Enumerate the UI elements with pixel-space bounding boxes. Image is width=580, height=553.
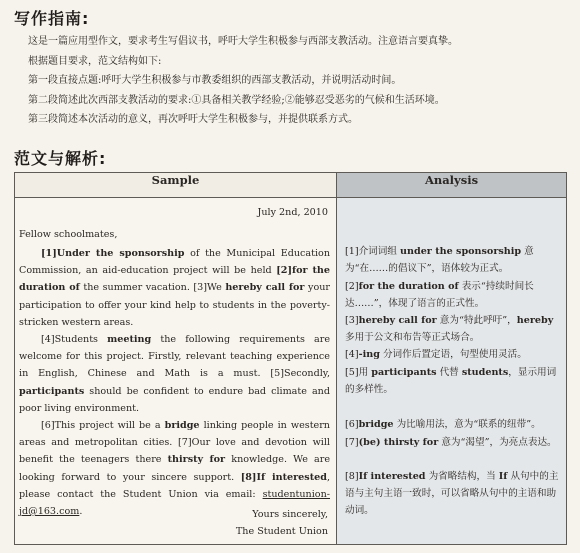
- letter-date: July 2nd, 2010: [257, 207, 328, 218]
- guide-line: 这是一篇应用型作文，要求考生写倡议书，呼吁大学生积极参与西部支教活动。注意语言要真挚。: [28, 36, 458, 47]
- analysis-note: [7](be) thirsty for 意为“渴望”，为亮点表达。: [345, 437, 557, 448]
- guide-line: 第三段简述本次活动的意义，再次呼吁大学生积极参与，并提供联系方式。: [28, 114, 358, 125]
- letter-paragraph: [6]This project will be a bridge linking people in western areas and metropolitan cities. [7]Our love and devotion will benefit the teenagers there thirsty for knowledge. We are looking forward to your sincere support. [8]If interested, please contact the Student Union via email: studentunion-jd@163.com.: [19, 420, 331, 518]
- analysis-note: [3]hereby call for 意为“特此呼吁”，hereby 多用于公文和布告等正式场合。: [345, 315, 554, 344]
- writing-guide: [28, 32, 568, 130]
- analysis-note: [5]用 participants 代替 students，显示用词的多样性。: [345, 367, 557, 396]
- sample-analysis-table: [14, 172, 567, 545]
- sample-header: Sample: [15, 173, 337, 198]
- signature: The Student Union: [235, 525, 328, 537]
- analysis-notes: [337, 198, 566, 544]
- letter-closing: [236, 506, 328, 540]
- sample-cell: [15, 198, 337, 545]
- letter-body: [19, 245, 330, 520]
- guide-line: 第一段直接点题:呼吁大学生积极参与市教委组织的西部支教活动，并说明活动时间。: [28, 75, 402, 86]
- analysis-cell: [337, 198, 567, 545]
- guide-line: 根据题目要求，范文结构如下:: [28, 55, 162, 67]
- closing-phrase: Yours sincerely,: [252, 508, 328, 520]
- email-link[interactable]: studentunion-jd@163.com: [19, 488, 330, 518]
- analysis-header: Analysis: [337, 173, 567, 198]
- model-essay-title: 范文与解析:: [14, 149, 107, 168]
- analysis-note: [4]-ing 分词作后置定语，句型使用灵活。: [345, 349, 527, 360]
- analysis-note: [1]介词词组 under the sponsorship 意为“在……的倡议下”，语体较为正式。: [345, 246, 534, 275]
- guide-line: 第二段简述此次西部支教活动的要求:①具备相关教学经验;②能够忍受恶劣的气候和生活环境。: [28, 94, 445, 106]
- analysis-note: [2]for the duration of 表示“持续时间长达……”，体现了语言的正式性。: [345, 281, 534, 310]
- analysis-note: [6]bridge 为比喻用法，意为“联系的纽带”。: [345, 419, 541, 430]
- analysis-note: [8]If interested 为省略结构，当 If 从句中的主语与主句主语一致时，可以省略从句中的主语和助动词。: [345, 471, 559, 517]
- writing-guide-title: 写作指南:: [14, 9, 90, 28]
- sample-letter: [15, 198, 336, 544]
- letter-paragraph: [4]Students meeting the following requirements are welcome for this project. Firstly, relevant teaching experience in English, Chinese and Math is a must. [5]Secondly, participants should be confident to endure bad climate and poor living environment.: [19, 334, 330, 414]
- letter-salutation: Fellow schoolmates,: [19, 229, 118, 240]
- letter-paragraph: [1]Under the sponsorship of the Municipal Education Commission, an aid-education project will be held [2]for the duration of the summer vacation. [3]We hereby call for your participation to offer your kind help to students in the poverty-stricken western areas.: [19, 248, 331, 328]
